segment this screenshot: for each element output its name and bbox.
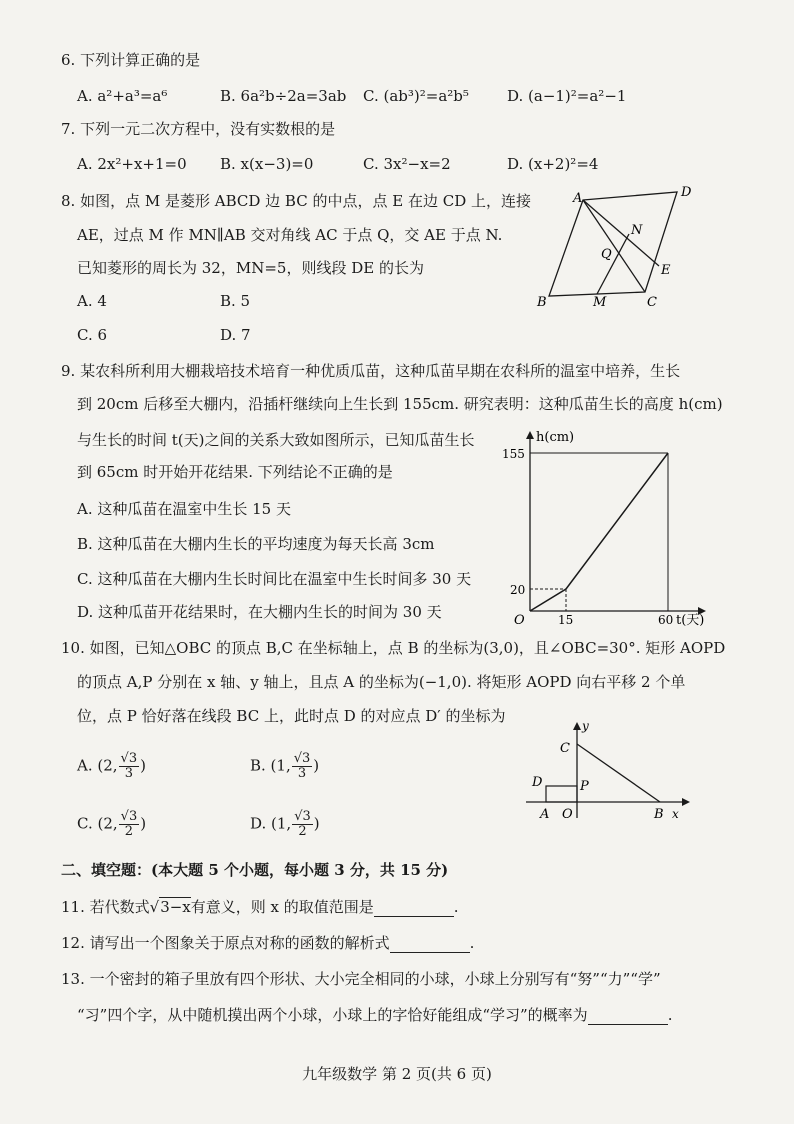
tick-155: 155	[502, 447, 525, 461]
q13-answer-blank	[588, 1008, 668, 1025]
label-b: B	[537, 295, 547, 310]
q8-option-a: A. 4	[77, 292, 107, 310]
axis-y-label: y	[582, 719, 589, 733]
q9-growth-graph	[500, 425, 720, 630]
q10-option-a: A. (2, $\frac{√3}{3}$ )	[77, 751, 146, 781]
q7-option-b: B. x(x−3)=0	[220, 155, 314, 173]
q6-option-d: D. (a−1)²=a²−1	[507, 87, 627, 105]
label-a: A	[540, 807, 550, 822]
origin-label: O	[514, 613, 525, 628]
q10-coordinate-figure	[522, 718, 702, 826]
q7-option-d: D. (x+2)²=4	[507, 155, 599, 173]
q8-option-c: C. 6	[77, 326, 108, 344]
q9-option-b: B. 这种瓜苗在大棚内生长的平均速度为每天长高 3cm	[77, 535, 435, 553]
segment-bc	[577, 744, 660, 802]
growth-line	[530, 453, 668, 611]
q11-line: 11. 若代数式√3−x有意义，则 x 的取值范围是 .	[61, 898, 459, 916]
q9-line-4: 到 65cm 时开始开花结果. 下列结论不正确的是	[77, 463, 393, 481]
y-axis-label: h(cm)	[536, 430, 575, 445]
label-q: Q	[601, 247, 612, 262]
q9-line-1: 9. 某农科所利用大棚栽培技术培育一种优质瓜苗，这种瓜苗早期在农科所的温室中培养，生长	[61, 362, 681, 380]
label-c: C	[647, 295, 657, 310]
q10-option-b: B. (1, $\frac{√3}{3}$ )	[250, 751, 320, 781]
axis-x-label: x	[672, 807, 679, 821]
tick-60: 60	[658, 613, 674, 627]
q13-line-1: 13. 一个密封的箱子里放有四个形状、大小完全相同的小球，小球上分别写有“努”“力”“学”	[61, 970, 661, 988]
q8-line-1: 8. 如图，点 M 是菱形 ABCD 边 BC 的中点，点 E 在边 CD 上，连接	[61, 192, 531, 210]
q9-line-2: 到 20cm 后移至大棚内，沿插杆继续向上生长到 155cm. 研究表明：这种瓜苗生长的高度 h(cm)	[77, 395, 723, 413]
q12-answer-blank	[390, 936, 470, 953]
q11-radical: √3−x	[149, 898, 191, 916]
label-d: D	[681, 185, 692, 200]
rectangle-aopd	[546, 786, 577, 802]
label-b: B	[654, 807, 664, 822]
q11-answer-blank	[374, 900, 454, 917]
label-p: P	[580, 779, 589, 794]
q6-option-b: B. 6a²b÷2a=3ab	[220, 87, 347, 105]
q13-line-2: “习”四个字，从中随机摸出两个小球，小球上的字恰好能组成“学习”的概率为 .	[77, 1006, 673, 1024]
label-m: M	[593, 295, 607, 310]
q10-option-d: D. (1, $\frac{√3}{2}$ )	[250, 809, 320, 839]
q9-option-c: C. 这种瓜苗在大棚内生长时间比在温室中生长时间多 30 天	[77, 570, 472, 588]
q9-option-d: D. 这种瓜苗开花结果时，在大棚内生长的时间为 30 天	[77, 603, 442, 621]
y-axis-arrow	[526, 431, 534, 439]
q6-stem: 6. 下列计算正确的是	[61, 51, 201, 69]
label-e: E	[661, 263, 671, 278]
q10-option-c: C. (2, $\frac{√3}{2}$ )	[77, 809, 147, 839]
x-axis-arrow	[682, 798, 690, 806]
label-c: C	[560, 741, 570, 756]
x-axis-label: t(天)	[676, 613, 705, 628]
y-axis-arrow	[573, 722, 581, 730]
q7-stem: 7. 下列一元二次方程中，没有实数根的是	[61, 120, 336, 138]
label-o: O	[562, 807, 573, 822]
q8-rhombus-figure	[535, 180, 715, 310]
segment-mn	[597, 234, 629, 294]
label-d: D	[532, 775, 543, 790]
page-footer: 九年级数学 第 2 页(共 6 页)	[302, 1065, 492, 1083]
q8-option-b: B. 5	[220, 292, 251, 310]
q10-line-2: 的顶点 A,P 分别在 x 轴、y 轴上，且点 A 的坐标为(−1,0). 将矩形 AOPD 向右平移 2 个单	[77, 673, 686, 691]
q7-option-c: C. 3x²−x=2	[363, 155, 451, 173]
tick-20: 20	[510, 583, 526, 597]
tick-15: 15	[558, 613, 574, 627]
q8-line-2: AE，过点 M 作 MN∥AB 交对角线 AC 于点 Q，交 AE 于点 N.	[77, 226, 503, 244]
q12-line: 12. 请写出一个图象关于原点对称的函数的解析式 .	[61, 934, 475, 952]
label-n: N	[631, 223, 643, 238]
q8-line-3: 已知菱形的周长为 32，MN=5，则线段 DE 的长为	[77, 259, 424, 277]
q9-line-3: 与生长的时间 t(天)之间的关系大致如图所示，已知瓜苗生长	[77, 431, 475, 449]
q8-option-d: D. 7	[220, 326, 251, 344]
q10-line-3: 位，点 P 恰好落在线段 BC 上，此时点 D 的对应点 D′ 的坐标为	[77, 707, 506, 725]
section-2-heading: 二、填空题：(本大题 5 个小题，每小题 3 分，共 15 分)	[61, 861, 449, 879]
q6-option-c: C. (ab³)²=a²b⁵	[363, 87, 469, 105]
q10-line-1: 10. 如图，已知△OBC 的顶点 B,C 在坐标轴上，点 B 的坐标为(3,0)，且∠OBC=30°. 矩形 AOPD	[61, 639, 726, 657]
q7-option-a: A. 2x²+x+1=0	[77, 155, 187, 173]
q9-option-a: A. 这种瓜苗在温室中生长 15 天	[77, 500, 291, 518]
q6-option-a: A. a²+a³=a⁶	[77, 87, 168, 105]
label-a: A	[573, 191, 583, 206]
